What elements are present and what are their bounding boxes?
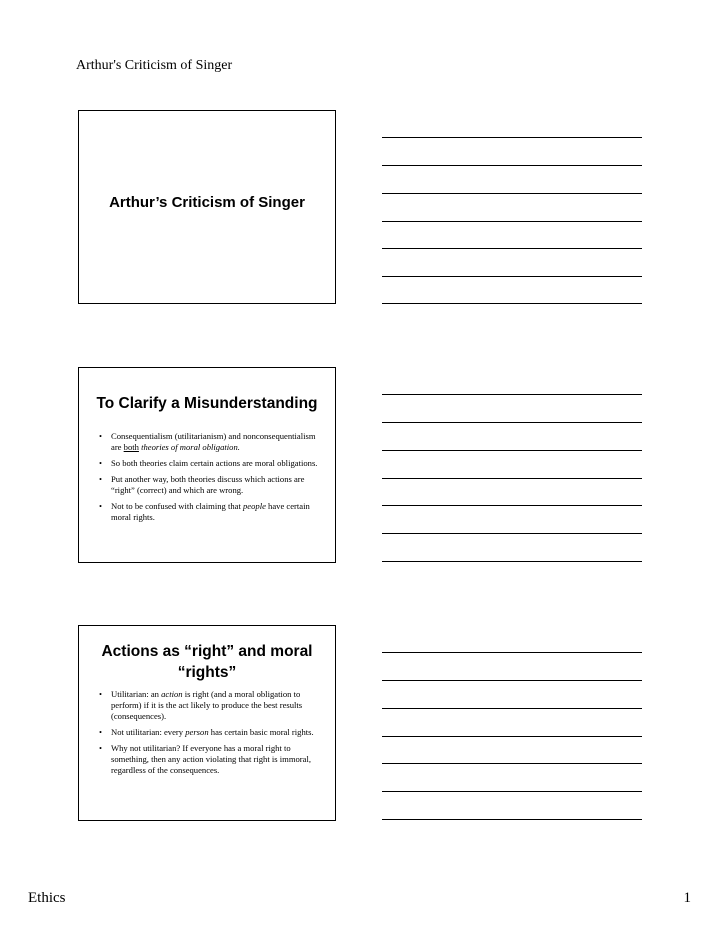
bullet-text: has certain basic moral rights. [208, 727, 314, 737]
note-line [382, 561, 642, 562]
bullet-text: theories of moral obligation. [141, 442, 240, 452]
bullet-text: person [185, 727, 209, 737]
bullet-text: have certain moral rights. [111, 501, 310, 522]
slide-2 [78, 367, 336, 563]
bullet-text: Why not utilitarian? If everyone has a moral right to something, then any action violating that right is immoral, regardless of the consequences. [111, 743, 312, 775]
note-line [382, 137, 642, 138]
bullet-item [99, 727, 319, 738]
bullet-text: is right (and a moral obligation to perform) if it is the act likely to produce the best results (consequences). [111, 689, 303, 721]
note-line [382, 248, 642, 249]
bullet-text: action [161, 689, 183, 699]
bullet-text: Consequentialism (utilitarianism) and nonconsequentialism are [111, 431, 316, 452]
note-line [382, 303, 642, 304]
bullet-item [99, 743, 319, 776]
bullet-item [99, 431, 319, 453]
slide-2-bullets [99, 431, 319, 528]
note-line [382, 652, 642, 653]
bullet-item [99, 458, 319, 469]
slide-3-bullets [99, 689, 319, 781]
note-line [382, 450, 642, 451]
note-line [382, 478, 642, 479]
note-line [382, 422, 642, 423]
bullet-text: Not utilitarian: every [111, 727, 186, 737]
slide-2-title: To Clarify a Misunderstanding [96, 395, 318, 412]
note-line [382, 708, 642, 709]
note-line [382, 276, 642, 277]
note-line [382, 394, 642, 395]
bullet-text: both [123, 442, 139, 452]
bullet-dot: • [99, 501, 103, 511]
note-line [382, 791, 642, 792]
note-line [382, 193, 642, 194]
bullet-dot: • [99, 458, 103, 468]
bullet-dot: • [99, 727, 103, 737]
note-line [382, 819, 642, 820]
bullet-dot: • [99, 431, 103, 441]
bullet-dot: • [99, 743, 103, 753]
page-header-title: Arthur's Criticism of Singer [76, 58, 233, 73]
bullet-item [99, 501, 319, 523]
bullet-text: people [242, 501, 266, 511]
bullet-dot: • [99, 474, 103, 484]
footer-course-name: Ethics [28, 890, 66, 906]
footer-page-number: 1 [683, 890, 691, 906]
slide-1-title: Arthur’s Criticism of Singer [109, 194, 305, 211]
bullet-text: Put another way, both theories discuss which actions are “right” (correct) and which are wrong. [111, 474, 305, 495]
bullet-text: Not to be confused with claiming that [111, 501, 243, 511]
slide-3 [78, 625, 336, 821]
slide-1 [78, 110, 336, 304]
note-line [382, 221, 642, 222]
note-line [382, 165, 642, 166]
bullet-text: Utilitarian: an [111, 689, 162, 699]
bullet-item [99, 474, 319, 496]
note-line [382, 680, 642, 681]
note-line [382, 763, 642, 764]
slide-3-title: Actions as “right” and moral “rights” [101, 643, 313, 681]
note-line [382, 505, 642, 506]
bullet-dot: • [99, 689, 103, 699]
bullet-item [99, 689, 319, 722]
note-line [382, 533, 642, 534]
bullet-text: So both theories claim certain actions are moral obligations. [111, 458, 318, 468]
note-line [382, 736, 642, 737]
